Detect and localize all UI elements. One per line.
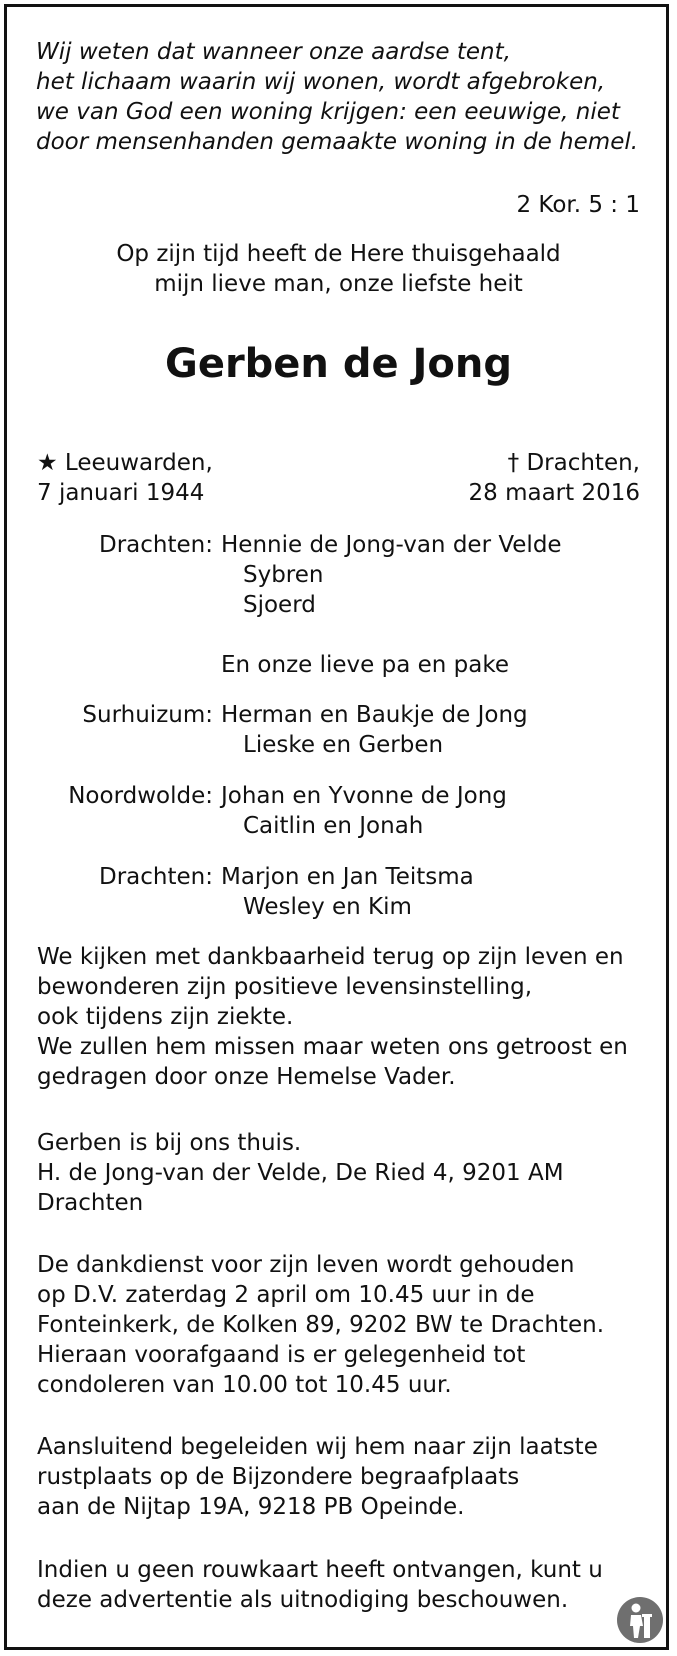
- family-child: Wesley en Kim: [243, 894, 412, 920]
- family-place: Surhuizum:: [82, 702, 213, 728]
- paragraph-line: De dankdienst voor zijn leven wordt gehouden: [37, 1252, 575, 1278]
- intro-line: mijn lieve man, onze liefste heit: [154, 271, 523, 297]
- family-place: Drachten:: [99, 532, 213, 558]
- paragraph-line: We kijken met dankbaarheid terug op zijn leven en: [37, 944, 624, 970]
- paragraph-line: H. de Jong-van der Velde, De Ried 4, 9201 AM: [37, 1160, 564, 1186]
- paragraph-address: [37, 1128, 564, 1218]
- death-info: [469, 448, 641, 508]
- death-place: † Drachten,: [507, 450, 640, 476]
- paragraph-line: bewonderen zijn positieve levensinstelling,: [37, 974, 533, 1000]
- paragraph-line: Drachten: [37, 1190, 144, 1216]
- quote-line: we van God een woning krijgen: een eeuwige, niet: [36, 99, 620, 125]
- grandchildren-intro: En onze lieve pa en pake: [221, 652, 509, 678]
- paragraph-gratitude: [37, 942, 628, 1092]
- paragraph-line: condoleren van 10.00 tot 10.45 uur.: [37, 1372, 452, 1398]
- memorial-figure-icon: [616, 1596, 664, 1644]
- family-main: Marjon en Jan Teitsma: [221, 864, 474, 890]
- paragraph-line: Aansluitend begeleiden wij hem naar zijn laatste: [37, 1434, 598, 1460]
- family-child: Sjoerd: [243, 592, 316, 618]
- paragraph-line: Indien u geen rouwkaart heeft ontvangen, kunt u: [37, 1557, 603, 1583]
- family-child: Lieske en Gerben: [243, 732, 444, 758]
- deceased-name: Gerben de Jong: [164, 341, 512, 387]
- family-child: Caitlin en Jonah: [243, 813, 424, 839]
- paragraph-service: [37, 1250, 604, 1400]
- paragraph-invitation: [37, 1555, 603, 1615]
- birth-info: [37, 448, 213, 508]
- family-place: Drachten:: [99, 864, 213, 890]
- paragraph-line: gedragen door onze Hemelse Vader.: [37, 1064, 456, 1090]
- intro-text: [0, 239, 677, 299]
- paragraph-line: rustplaats op de Bijzondere begraafplaats: [37, 1464, 520, 1490]
- family-main: Johan en Yvonne de Jong: [221, 783, 507, 809]
- family-child: Sybren: [243, 562, 324, 588]
- paragraph-line: deze advertentie als uitnodiging beschouwen.: [37, 1587, 569, 1613]
- birth-date: 7 januari 1944: [37, 480, 205, 506]
- family-main: Herman en Baukje de Jong: [221, 702, 528, 728]
- paragraph-line: Hieraan voorafgaand is er gelegenheid tot: [37, 1342, 526, 1368]
- paragraph-line: Gerben is bij ons thuis.: [37, 1130, 302, 1156]
- paragraph-line: ook tijdens zijn ziekte.: [37, 1004, 294, 1030]
- paragraph-line: We zullen hem missen maar weten ons getroost en: [37, 1034, 628, 1060]
- death-date: 28 maart 2016: [468, 480, 640, 506]
- bible-quote: [36, 37, 638, 157]
- paragraph-line: op D.V. zaterdag 2 april om 10.45 uur in de: [37, 1282, 535, 1308]
- quote-reference: 2 Kor. 5 : 1: [516, 192, 640, 218]
- paragraph-line: aan de Nijtap 19A, 9218 PB Opeinde.: [37, 1494, 465, 1520]
- paragraph-line: Fonteinkerk, de Kolken 89, 9202 BW te Drachten.: [37, 1312, 605, 1338]
- quote-line: Wij weten dat wanneer onze aardse tent,: [36, 39, 511, 65]
- birth-place: ★ Leeuwarden,: [37, 450, 213, 476]
- intro-line: Op zijn tijd heeft de Here thuisgehaald: [116, 241, 561, 267]
- family-main: Hennie de Jong-van der Velde: [221, 532, 562, 558]
- paragraph-burial: [37, 1432, 598, 1522]
- quote-line: het lichaam waarin wij wonen, wordt afgebroken,: [36, 69, 606, 95]
- quote-line: door mensenhanden gemaakte woning in de hemel.: [36, 129, 639, 155]
- family-place: Noordwolde:: [68, 783, 213, 809]
